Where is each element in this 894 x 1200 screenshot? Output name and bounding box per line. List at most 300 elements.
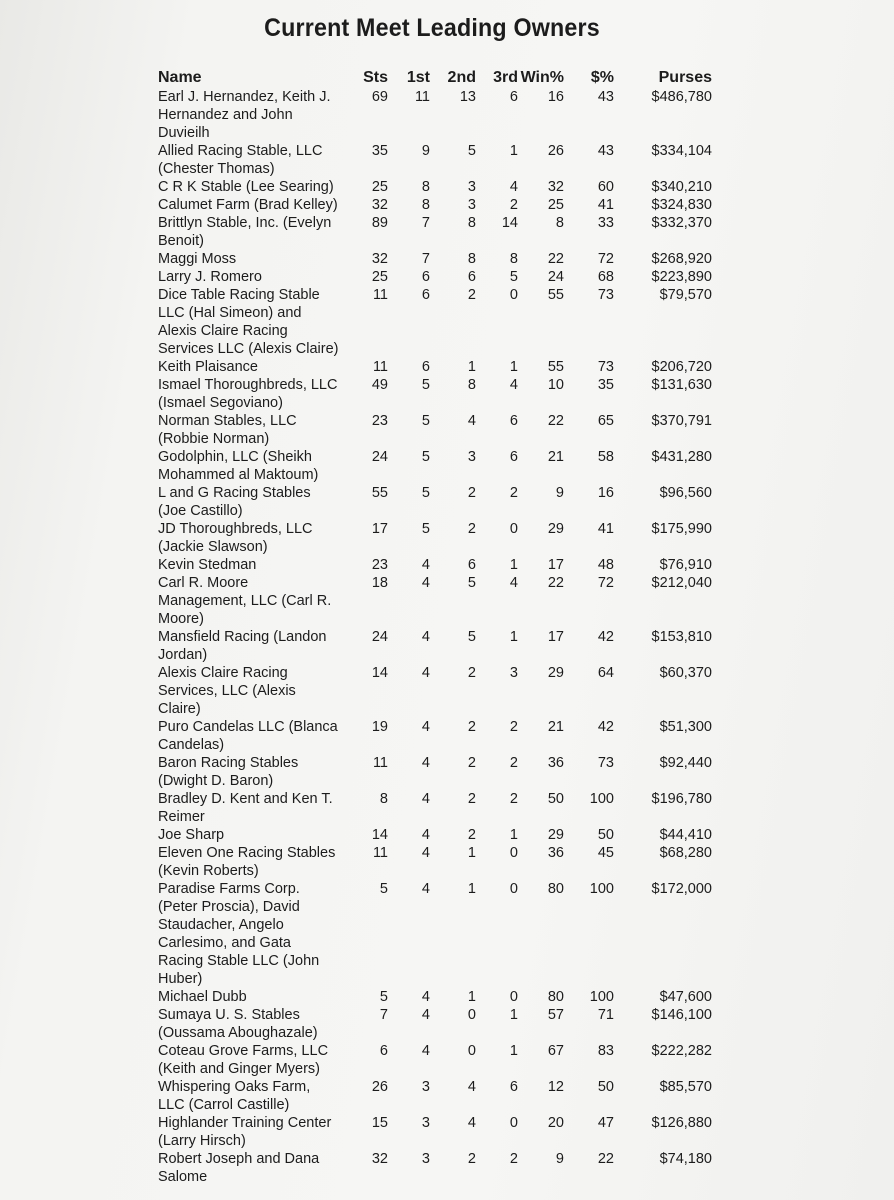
table-row — [158, 448, 718, 484]
header-money-pct: $% — [590, 69, 614, 86]
table-row — [158, 214, 718, 250]
cell-first: 4 — [421, 755, 430, 771]
owner-name-line: (Oussama Aboughazale) — [158, 1025, 318, 1041]
cell-purses: $96,560 — [659, 485, 712, 501]
cell-pct: 72 — [597, 575, 614, 591]
cell-third: 2 — [509, 719, 518, 735]
cell-purses: $324,830 — [651, 197, 712, 213]
cell-third: 6 — [509, 449, 518, 465]
table-row — [158, 1150, 718, 1186]
header-second: 2nd — [447, 69, 476, 86]
cell-second: 2 — [467, 1151, 476, 1167]
owner-name-line: Mohammed al Maktoum) — [158, 467, 319, 483]
cell-sts: 15 — [371, 1115, 388, 1131]
owner-name — [158, 826, 340, 844]
cell-second: 4 — [467, 1079, 476, 1095]
cell-second: 0 — [467, 1007, 476, 1023]
cell-second: 1 — [467, 359, 476, 375]
table-row — [158, 826, 718, 844]
table-row — [158, 268, 718, 286]
owner-name — [158, 286, 340, 358]
cell-win: 12 — [547, 1079, 564, 1095]
owner-name-line: Dice Table Racing Stable — [158, 287, 320, 303]
table-row — [158, 250, 718, 268]
owner-name-line: (Kevin Roberts) — [158, 863, 259, 879]
cell-pct: 41 — [597, 521, 614, 537]
header-name: Name — [158, 69, 202, 86]
cell-second: 2 — [467, 485, 476, 501]
cell-purses: $47,600 — [659, 989, 712, 1005]
cell-second: 2 — [467, 791, 476, 807]
owner-name-line: Hernandez and John — [158, 107, 293, 123]
cell-pct: 41 — [597, 197, 614, 213]
table-row — [158, 196, 718, 214]
cell-pct: 64 — [597, 665, 614, 681]
cell-first: 4 — [421, 1007, 430, 1023]
cell-pct: 42 — [597, 629, 614, 645]
owner-name — [158, 1150, 340, 1186]
owner-name-line: Joe Sharp — [158, 827, 225, 843]
cell-pct: 73 — [597, 287, 614, 303]
owner-name-line: LLC (Hal Simeon) and — [158, 305, 302, 321]
cell-win: 22 — [547, 251, 564, 267]
owner-name — [158, 1006, 340, 1042]
cell-second: 1 — [467, 881, 476, 897]
cell-pct: 16 — [597, 485, 614, 501]
owner-name-line: Allied Racing Stable, LLC — [158, 143, 323, 159]
table-row — [158, 790, 718, 826]
cell-third: 6 — [509, 89, 518, 105]
cell-purses: $196,780 — [651, 791, 712, 807]
owner-name — [158, 358, 340, 376]
cell-pct: 83 — [597, 1043, 614, 1059]
cell-first: 4 — [421, 665, 430, 681]
owner-name — [158, 142, 340, 178]
cell-sts: 25 — [371, 179, 388, 195]
cell-first: 3 — [421, 1115, 430, 1131]
cell-first: 8 — [421, 179, 430, 195]
cell-win: 67 — [547, 1043, 564, 1059]
cell-second: 4 — [467, 413, 476, 429]
owner-name-line: Alexis Claire Racing — [158, 665, 288, 681]
cell-first: 5 — [421, 413, 430, 429]
cell-second: 6 — [467, 269, 476, 285]
owner-name-line: (Dwight D. Baron) — [158, 773, 274, 789]
owner-name — [158, 484, 340, 520]
cell-purses: $268,920 — [651, 251, 712, 267]
cell-sts: 19 — [371, 719, 388, 735]
cell-third: 1 — [509, 359, 518, 375]
owner-name-line: (Keith and Ginger Myers) — [158, 1061, 320, 1077]
owner-name — [158, 196, 340, 214]
cell-second: 3 — [467, 179, 476, 195]
cell-first: 5 — [421, 485, 430, 501]
cell-pct: 73 — [597, 755, 614, 771]
owner-name-line: (Peter Proscia), David — [158, 899, 300, 915]
table-row — [158, 142, 718, 178]
cell-third: 14 — [501, 215, 518, 231]
cell-second: 8 — [467, 377, 476, 393]
cell-third: 0 — [509, 989, 518, 1005]
cell-sts: 32 — [371, 1151, 388, 1167]
cell-second: 5 — [467, 629, 476, 645]
cell-sts: 26 — [371, 1079, 388, 1095]
cell-first: 4 — [421, 845, 430, 861]
owner-name — [158, 754, 340, 790]
cell-third: 1 — [509, 143, 518, 159]
cell-third: 2 — [509, 755, 518, 771]
table-row — [158, 880, 718, 988]
cell-third: 5 — [509, 269, 518, 285]
cell-sts: 11 — [372, 359, 388, 375]
cell-pct: 100 — [589, 989, 614, 1005]
table-row — [158, 484, 718, 520]
cell-first: 7 — [421, 215, 430, 231]
cell-win: 29 — [547, 665, 564, 681]
cell-first: 4 — [421, 1043, 430, 1059]
owner-name — [158, 250, 340, 268]
cell-pct: 35 — [597, 377, 614, 393]
table-row — [158, 556, 718, 574]
cell-win: 80 — [547, 881, 564, 897]
owner-name-line: JD Thoroughbreds, LLC — [158, 521, 313, 537]
cell-win: 80 — [547, 989, 564, 1005]
cell-sts: 11 — [372, 845, 388, 861]
cell-sts: 55 — [371, 485, 388, 501]
cell-win: 20 — [547, 1115, 564, 1131]
owner-name-line: Keith Plaisance — [158, 359, 258, 375]
cell-win: 29 — [547, 827, 564, 843]
owner-name — [158, 412, 340, 448]
owner-name — [158, 880, 340, 988]
header-sts: Sts — [363, 69, 388, 86]
cell-first: 9 — [421, 143, 430, 159]
cell-first: 4 — [421, 557, 430, 573]
cell-win: 8 — [555, 215, 564, 231]
header-third: 3rd — [493, 69, 518, 86]
owner-name — [158, 1114, 340, 1150]
cell-first: 5 — [421, 449, 430, 465]
owners-table — [158, 68, 718, 1186]
cell-sts: 11 — [372, 287, 388, 303]
cell-second: 8 — [467, 215, 476, 231]
owner-name-line: Godolphin, LLC (Sheikh — [158, 449, 312, 465]
table-row — [158, 988, 718, 1006]
owner-name-line: Alexis Claire Racing — [158, 323, 288, 339]
cell-sts: 18 — [371, 575, 388, 591]
owner-name — [158, 178, 340, 196]
owner-name-line: Eleven One Racing Stables — [158, 845, 336, 861]
owner-name — [158, 574, 340, 628]
cell-win: 24 — [547, 269, 564, 285]
header-win-pct: Win% — [520, 69, 564, 86]
owner-name-line: Staudacher, Angelo — [158, 917, 284, 933]
cell-win: 21 — [547, 449, 564, 465]
owner-name-line: Claire) — [158, 701, 201, 717]
cell-third: 2 — [509, 1151, 518, 1167]
cell-win: 36 — [547, 845, 564, 861]
cell-first: 6 — [421, 269, 430, 285]
owner-name-line: Robert Joseph and Dana — [158, 1151, 320, 1167]
cell-third: 3 — [509, 665, 518, 681]
cell-third: 0 — [509, 881, 518, 897]
cell-pct: 47 — [597, 1115, 614, 1131]
cell-second: 4 — [467, 1115, 476, 1131]
owner-name-line: Services, LLC (Alexis — [158, 683, 296, 699]
owner-name — [158, 1078, 340, 1114]
owner-name-line: Coteau Grove Farms, LLC — [158, 1043, 329, 1059]
cell-first: 6 — [421, 287, 430, 303]
cell-purses: $486,780 — [651, 89, 712, 105]
owner-name-line: (Robbie Norman) — [158, 431, 270, 447]
cell-sts: 25 — [371, 269, 388, 285]
cell-second: 5 — [467, 575, 476, 591]
owner-name — [158, 628, 340, 664]
cell-third: 0 — [509, 1115, 518, 1131]
cell-second: 1 — [467, 845, 476, 861]
cell-third: 4 — [509, 179, 518, 195]
owner-name — [158, 556, 340, 574]
owner-name — [158, 664, 340, 718]
cell-first: 3 — [421, 1151, 430, 1167]
owner-name — [158, 448, 340, 484]
cell-pct: 100 — [589, 881, 614, 897]
cell-first: 4 — [421, 989, 430, 1005]
cell-pct: 72 — [597, 251, 614, 267]
owner-name-line: Salome — [158, 1169, 208, 1185]
owner-name-line: Norman Stables, LLC — [158, 413, 297, 429]
table-body — [158, 88, 718, 1186]
cell-first: 5 — [421, 377, 430, 393]
owner-name — [158, 718, 340, 754]
cell-purses: $60,370 — [659, 665, 712, 681]
cell-win: 55 — [547, 359, 564, 375]
owner-name-line: (Larry Hirsch) — [158, 1133, 246, 1149]
cell-sts: 14 — [371, 827, 388, 843]
cell-pct: 42 — [597, 719, 614, 735]
cell-win: 10 — [547, 377, 564, 393]
cell-win: 32 — [547, 179, 564, 195]
cell-purses: $74,180 — [659, 1151, 712, 1167]
owner-name-line: Sumaya U. S. Stables — [158, 1007, 300, 1023]
cell-purses: $431,280 — [651, 449, 712, 465]
cell-sts: 32 — [371, 197, 388, 213]
cell-purses: $153,810 — [651, 629, 712, 645]
table-row — [158, 574, 718, 628]
owner-name-line: C R K Stable (Lee Searing) — [158, 179, 334, 195]
cell-first: 7 — [421, 251, 430, 267]
cell-purses: $51,300 — [659, 719, 712, 735]
cell-win: 17 — [547, 557, 564, 573]
page-title: Current Meet Leading Owners — [264, 14, 600, 42]
owner-name — [158, 268, 340, 286]
table-row — [158, 1042, 718, 1078]
cell-first: 4 — [421, 881, 430, 897]
cell-purses: $44,410 — [659, 827, 712, 843]
owner-name-line: Kevin Stedman — [158, 557, 257, 573]
cell-pct: 50 — [597, 1079, 614, 1095]
owner-name-line: L and G Racing Stables — [158, 485, 311, 501]
cell-third: 0 — [509, 521, 518, 537]
cell-third: 1 — [509, 557, 518, 573]
cell-purses: $172,000 — [651, 881, 712, 897]
cell-purses: $126,880 — [651, 1115, 712, 1131]
owner-name-line: (Ismael Segoviano) — [158, 395, 283, 411]
owner-name-line: Reimer — [158, 809, 205, 825]
table-row — [158, 628, 718, 664]
owner-name — [158, 1042, 340, 1078]
cell-pct: 48 — [597, 557, 614, 573]
cell-pct: 45 — [597, 845, 614, 861]
cell-pct: 50 — [597, 827, 614, 843]
owner-name-line: Duvieilh — [158, 125, 210, 141]
table-row — [158, 844, 718, 880]
cell-purses: $85,570 — [659, 1079, 712, 1095]
cell-sts: 14 — [371, 665, 388, 681]
cell-purses: $68,280 — [659, 845, 712, 861]
cell-win: 36 — [547, 755, 564, 771]
owner-name — [158, 844, 340, 880]
cell-first: 5 — [421, 521, 430, 537]
cell-third: 8 — [509, 251, 518, 267]
cell-sts: 8 — [379, 791, 388, 807]
owner-name-line: Calumet Farm (Brad Kelley) — [158, 197, 338, 213]
owner-name-line: Baron Racing Stables — [158, 755, 299, 771]
owner-name-line: Carlesimo, and Gata — [158, 935, 291, 951]
cell-first: 4 — [421, 827, 430, 843]
table-row — [158, 376, 718, 412]
owner-name-line: Benoit) — [158, 233, 204, 249]
cell-third: 4 — [509, 377, 518, 393]
cell-first: 6 — [421, 359, 430, 375]
cell-purses: $206,720 — [651, 359, 712, 375]
cell-sts: 24 — [371, 449, 388, 465]
cell-pct: 43 — [597, 143, 614, 159]
cell-purses: $222,282 — [651, 1043, 712, 1059]
cell-pct: 71 — [597, 1007, 614, 1023]
owner-name-line: Whispering Oaks Farm, — [158, 1079, 311, 1095]
cell-win: 50 — [547, 791, 564, 807]
owner-name-line: (Joe Castillo) — [158, 503, 243, 519]
cell-sts: 89 — [371, 215, 388, 231]
cell-win: 16 — [547, 89, 564, 105]
cell-purses: $92,440 — [659, 755, 712, 771]
owner-name-line: (Jackie Slawson) — [158, 539, 268, 555]
cell-purses: $146,100 — [651, 1007, 712, 1023]
table-row — [158, 1078, 718, 1114]
cell-sts: 6 — [379, 1043, 388, 1059]
cell-win: 55 — [547, 287, 564, 303]
owner-name-line: Earl J. Hernandez, Keith J. — [158, 89, 331, 105]
cell-second: 13 — [459, 89, 476, 105]
cell-win: 9 — [555, 1151, 564, 1167]
owner-name — [158, 88, 340, 142]
owner-name-line: Bradley D. Kent and Ken T. — [158, 791, 333, 807]
cell-sts: 5 — [379, 881, 388, 897]
owner-name-line: Brittlyn Stable, Inc. (Evelyn — [158, 215, 332, 231]
cell-third: 1 — [509, 1007, 518, 1023]
owner-name-line: Michael Dubb — [158, 989, 247, 1005]
cell-purses: $212,040 — [651, 575, 712, 591]
cell-third: 1 — [509, 827, 518, 843]
cell-sts: 32 — [371, 251, 388, 267]
cell-purses: $223,890 — [651, 269, 712, 285]
cell-win: 17 — [547, 629, 564, 645]
cell-second: 8 — [467, 251, 476, 267]
cell-second: 2 — [467, 827, 476, 843]
owner-name-line: Huber) — [158, 971, 203, 987]
cell-third: 2 — [509, 485, 518, 501]
cell-second: 5 — [467, 143, 476, 159]
cell-third: 0 — [509, 287, 518, 303]
cell-sts: 69 — [371, 89, 388, 105]
cell-sts: 35 — [371, 143, 388, 159]
cell-win: 22 — [547, 413, 564, 429]
cell-pct: 60 — [597, 179, 614, 195]
cell-win: 21 — [547, 719, 564, 735]
cell-purses: $370,791 — [651, 413, 712, 429]
cell-pct: 73 — [597, 359, 614, 375]
cell-purses: $340,210 — [651, 179, 712, 195]
cell-third: 1 — [509, 1043, 518, 1059]
table-row — [158, 754, 718, 790]
cell-sts: 23 — [371, 557, 388, 573]
table-row — [158, 1006, 718, 1042]
owner-name — [158, 214, 340, 250]
table-row — [158, 412, 718, 448]
cell-win: 26 — [547, 143, 564, 159]
owner-name-line: Mansfield Racing (Landon — [158, 629, 327, 645]
cell-purses: $76,910 — [659, 557, 712, 573]
cell-second: 2 — [467, 755, 476, 771]
owner-name-line: Candelas) — [158, 737, 225, 753]
cell-second: 2 — [467, 287, 476, 303]
owner-name-line: Larry J. Romero — [158, 269, 262, 285]
owner-name — [158, 790, 340, 826]
cell-second: 3 — [467, 449, 476, 465]
cell-third: 1 — [509, 629, 518, 645]
owner-name-line: Maggi Moss — [158, 251, 237, 267]
header-first: 1st — [406, 69, 430, 86]
owner-name-line: Puro Candelas LLC (Blanca — [158, 719, 338, 735]
cell-first: 8 — [421, 197, 430, 213]
owner-name-line: Paradise Farms Corp. — [158, 881, 300, 897]
owner-name — [158, 376, 340, 412]
cell-first: 4 — [421, 575, 430, 591]
cell-sts: 5 — [379, 989, 388, 1005]
cell-second: 3 — [467, 197, 476, 213]
cell-second: 1 — [467, 989, 476, 1005]
cell-third: 0 — [509, 845, 518, 861]
cell-third: 2 — [509, 197, 518, 213]
header-purses: Purses — [658, 69, 712, 86]
cell-pct: 65 — [597, 413, 614, 429]
table-row — [158, 286, 718, 358]
cell-purses: $79,570 — [659, 287, 712, 303]
cell-second: 2 — [467, 521, 476, 537]
cell-first: 4 — [421, 719, 430, 735]
table-row — [158, 664, 718, 718]
cell-pct: 43 — [597, 89, 614, 105]
table-row — [158, 358, 718, 376]
cell-sts: 23 — [371, 413, 388, 429]
owner-name-line: Racing Stable LLC (John — [158, 953, 320, 969]
table-row — [158, 178, 718, 196]
owner-name — [158, 520, 340, 556]
cell-win: 9 — [555, 485, 564, 501]
owner-name-line: Jordan) — [158, 647, 208, 663]
cell-second: 2 — [467, 719, 476, 735]
